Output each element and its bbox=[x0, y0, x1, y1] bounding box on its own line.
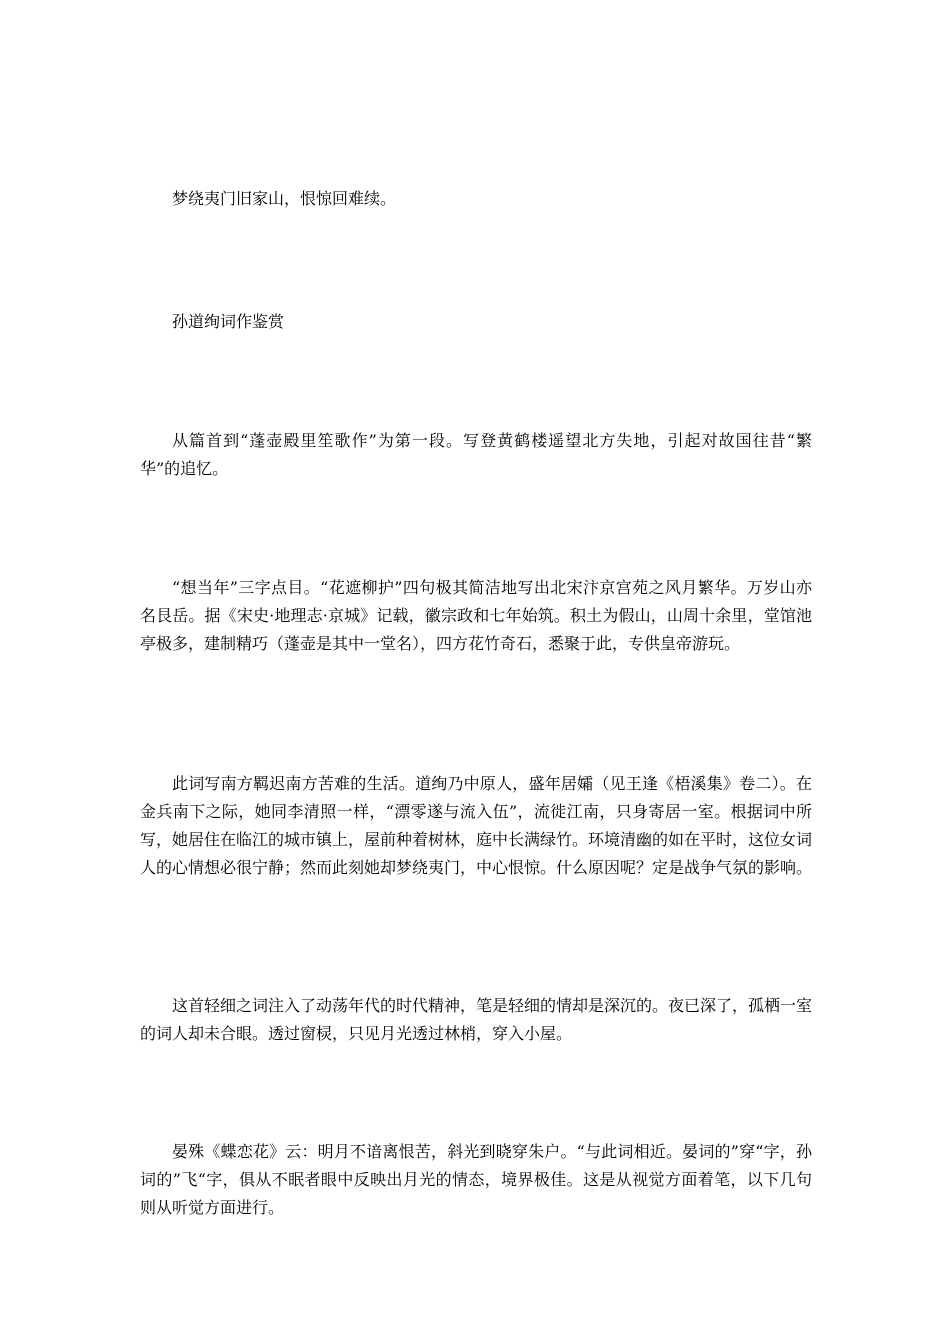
paragraph-yan-shu-comparison: 晏殊《蝶恋花》云：明月不谙离恨苦，斜光到晓穿朱户。“与此词相近。晏词的”穿“字，孙词的”飞“字，俱从不眠者眼中反映出月光的情态，境界极佳。这是从视觉方面着笔，以下几句则从听觉方面进行。 bbox=[140, 1142, 812, 1217]
paragraph-southern-life: 此词写南方羁迟南方苦难的生活。道绚乃中原人，盛年居孀（见王逢《梧溪集》卷二）。在金兵南下之际，她同李清照一样，“漂零遂与流入伍”，流徙江南，只身寄居一室。根据词中所写，她居住在临江的城市镇上，屋前种着树林，庭中长满绿竹。环境清幽的如在平时，这位女词人的心情想必很宁静；然而此刻她却梦绕夷门，中心恨惊。什么原因呢？定是战争气氛的影响。 bbox=[140, 774, 813, 877]
paragraph-era-spirit: 这首轻细之词注入了动荡年代的时代精神，笔是轻细的情却是深沉的。夜已深了，孤栖一室的词人却未合眼。透过窗棂，只见月光透过林梢，穿入小屋。 bbox=[140, 996, 813, 1043]
paragraph-first-section: 从篇首到“蓬壶殿里笙歌作”为第一段。写登黄鹤楼遥望北方失地，引起对故国往昔“繁华”的追忆。 bbox=[140, 431, 812, 478]
section-title: 孙道绚词作鉴赏 bbox=[172, 312, 285, 331]
paragraph-xiang-dang-nian: “想当年”三字点目。“花遮柳护”四句极其简洁地写出北宋汴京宫苑之风月繁华。万岁山亦名艮岳。据《宋史·地理志·京城》记载，徽宗政和七年始筑。积土为假山，山周十余里，堂馆池亭极多，建制精巧（蓬壶是其中一堂名），四方花竹奇石，悉聚于此，专供皇帝游玩。 bbox=[140, 578, 812, 653]
paragraph-quote-line: 梦绕夷门旧家山，恨惊回难续。 bbox=[172, 189, 397, 208]
